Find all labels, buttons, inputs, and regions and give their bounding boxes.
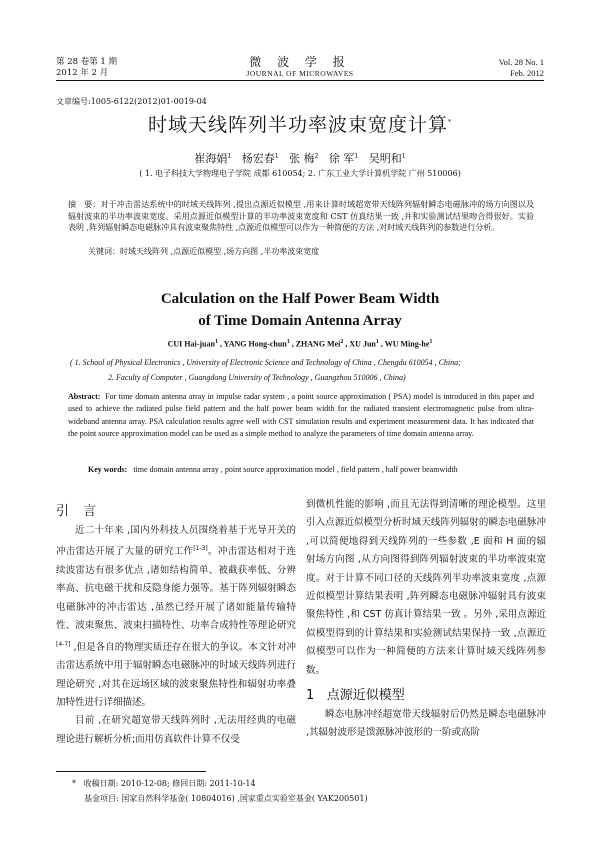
affiliation-en-line1: ( 1. School of Physical Electronics , University of Electronic Science and Technology of China , Chengdu 610054 , China;: [70, 358, 461, 367]
author-en: CUI Hai-juan: [167, 339, 215, 349]
header-rule: [56, 80, 544, 81]
intro-para1-part-b: 。冲击雷达相对于连续波雷达有很多优点 ,诸如结构简单、被截获率低、分辨率高、抗电磁干扰和反隐身能力强等。基于阵列辐射瞬态电磁脉冲的冲击雷达 ,虽然已经开展了诸如能量传输特性、波束聚焦、波束扫描特性、功率合成特性等理论研究: [56, 546, 296, 632]
keywords-cn-label: 关键词：: [88, 247, 120, 256]
section-1-heading: [306, 684, 405, 703]
authors-en: CUI Hai-juan$^1$ , YANG Hong-chun$^1$ , ZHANG Mei$^2$ , XU Jun$^1$ , WU Ming-$he^1$: [167, 339, 433, 349]
authors-cn: [56, 150, 544, 166]
journal-name-cn: 微 波 学 报: [249, 55, 351, 69]
author-en-sup: 1: [375, 339, 379, 345]
author-en: XU Jun: [349, 339, 376, 349]
author-cn: 张 梅: [289, 152, 315, 165]
volume-en: Vol. 28 No. 1: [498, 57, 544, 67]
footnote-fund: 基金项目: 国家自然科学基金( 10804016) ,国家重点实验室基金( YAK200501): [84, 794, 368, 803]
intro-paragraph-1: [56, 522, 296, 712]
title-en: [56, 288, 544, 332]
author-en-sup: 1: [286, 339, 290, 345]
footnote-mark: *: [72, 779, 76, 788]
affiliation-en-line2: 2. Faculty of Computer , Guangdong University of Technology , Guangzhou 510006 , China): [108, 373, 406, 382]
author-cn: 徐 军: [328, 152, 355, 165]
author-cn-sup: 1: [354, 152, 359, 160]
abstract-en-text: For time domain antenna array in impulse radar system , a point source approximation ( PSA) model is introduced in this paper and used to achieve the radiated pulse field pattern and the half power beam width for the radiated transient electromagnetic pulse from ultra-wideband antenna array. PSA calculation results agree well with CST simulation results and experiment measurement data. It has indicated that the point source approximation model can be used as a simple method to analyze the parameters of time domain antenna array.: [68, 392, 535, 439]
affiliation-en: [70, 355, 530, 385]
author-en: ZHANG Mei: [295, 339, 341, 349]
header-left: [56, 57, 166, 79]
footnote: [72, 776, 542, 806]
header-right: [434, 57, 544, 79]
intro-paragraph-continued: 到微机性能的影响 ,而且无法得到清晰的理论模型。这里引入点源近似模型分析时域天线阵列辐射的瞬态电磁脉冲 ,可以简便地得到天线阵列的一些参数 ,E 面和 H 面的辐射场方向图 ,从方向图得到阵列辐射波束的半功率波束宽度。对于计算不同口径的天线阵列半功率波束宽度 ,点源近似模型计算结果表明 ,阵列瞬态电磁脉冲辐射具有波束聚焦特性 ,和 CST 仿真计算结果一致 。另外 ,采用点源近似模型得到的计算结果和实验测试结果保持一致 ,点源近似模型可以作为一种简便的方法来计算时域天线阵列参数。: [306, 499, 546, 676]
author-en: YANG Hong-chun: [223, 339, 287, 349]
citation: [1-3]: [193, 545, 208, 553]
section-1-paragraph: 瞬态电脉冲经超宽带天线辐射后仍然是瞬态电磁脉冲 ,其辐射波形是馈源脉冲波形的一阶或高阶: [306, 709, 546, 739]
abstract-cn-text: 对于冲击雷达系统中的时域天线阵列 ,提出点源近似模型 ,用来计算时域超宽带天线阵列辐射瞬态电磁脉冲的场方向图以及辐射波束的半功率波束宽度。采用点源近似模型计算的半功率波束宽度和 CST 仿真结果一致 ,并和实验测试结果吻合得很好。实验表明 ,阵列辐射瞬态电磁脉冲具有波束聚焦特性 ,点源近似模型可以作为一种简便的方法 ,对时域天线阵列的参数进行分析。: [68, 200, 534, 232]
footnote-received-text: 收稿日期: 2010-12-08; 修回日期: 2011-10-14: [83, 779, 256, 788]
section-1-title: 点源近似模型: [326, 688, 405, 703]
intro-para1-part-c: ,但是各自的物理实质还存在很大的争议。本文针对冲击雷达系统中用于辐射瞬态电磁脉冲的时域天线阵列进行理论研究 ,对其在远场区域的波束聚焦特性和辐射功率叠加特性进行详细描述。: [56, 641, 296, 708]
footnote-rule: [56, 771, 206, 772]
author-en: WU Ming-he: [384, 339, 430, 349]
abstract-cn-label: 摘 要：: [68, 200, 101, 209]
author-en-sup: 2: [340, 339, 344, 345]
intro-paragraph-2: 目前 ,在研究超宽带天线阵列时 ,无法用经典的电磁理论进行解析分析;而用仿真软件计算不仅受: [56, 715, 296, 745]
header-center: [200, 55, 400, 79]
author-en-sup: 1: [214, 339, 218, 345]
date-en: Feb. 2012: [510, 68, 544, 78]
author-cn: 崔海娟: [194, 152, 228, 165]
abstract-en-label: Abstract:: [68, 392, 101, 401]
author-cn-sup: 1: [401, 152, 406, 160]
footnote-received: [72, 776, 542, 791]
section-1-number: 1: [306, 688, 315, 703]
intro-heading: 引 言: [56, 504, 102, 519]
keywords-en: [88, 465, 534, 474]
citation: [4-7]: [56, 640, 71, 648]
intro-para1-part-a: 近二十年来 ,国内外科技人员围绕着基于光导开关的冲击雷达开展了大量的研究工作: [56, 525, 296, 558]
title-cn-text: 时域天线阵列半功率波束宽度计算: [147, 114, 448, 136]
title-cn: [56, 110, 544, 137]
journal-name-en: JOURNAL OF MICROWAVES: [246, 69, 354, 78]
body-right-column: [306, 496, 546, 680]
abstract-en: [68, 391, 534, 441]
title-en-line2: of Time Domain Antenna Array: [198, 313, 402, 329]
keywords-en-label: Key words:: [88, 465, 128, 474]
author-en-sup: 1: [429, 339, 433, 345]
author-cn-sup: 2: [314, 152, 319, 160]
volume-cn: 第 28 卷第 1 期: [56, 57, 118, 67]
title-footnote-mark: *: [448, 118, 452, 126]
body-left-column: [56, 522, 296, 749]
author-cn-sup: 1: [227, 152, 232, 160]
author-cn: 吴明和: [368, 152, 402, 165]
author-cn: 杨宏春: [241, 152, 275, 165]
abstract-cn: [68, 199, 534, 234]
date-cn: 2012 年 2 月: [56, 68, 109, 78]
author-cn-sup: 1: [274, 152, 279, 160]
article-number: 文章编号:1005-6122(2012)01-0019-04: [56, 97, 207, 106]
keywords-cn: [88, 246, 534, 257]
section-1-body: [306, 706, 546, 743]
keywords-en-text: time domain antenna array , point source approximation model , field pattern , half power beamwidth: [133, 465, 458, 474]
affiliation-cn: ( 1. 电子科技大学物理电子学院 成都 610054; 2. 广东工业大学计算机学院 广州 510006): [139, 169, 461, 178]
title-en-line1: Calculation on the Half Power Beam Width: [160, 291, 440, 307]
keywords-cn-text: 时域天线阵列 ,点源近似模型 ,场方向图 ,半功率波束宽度: [120, 247, 320, 256]
